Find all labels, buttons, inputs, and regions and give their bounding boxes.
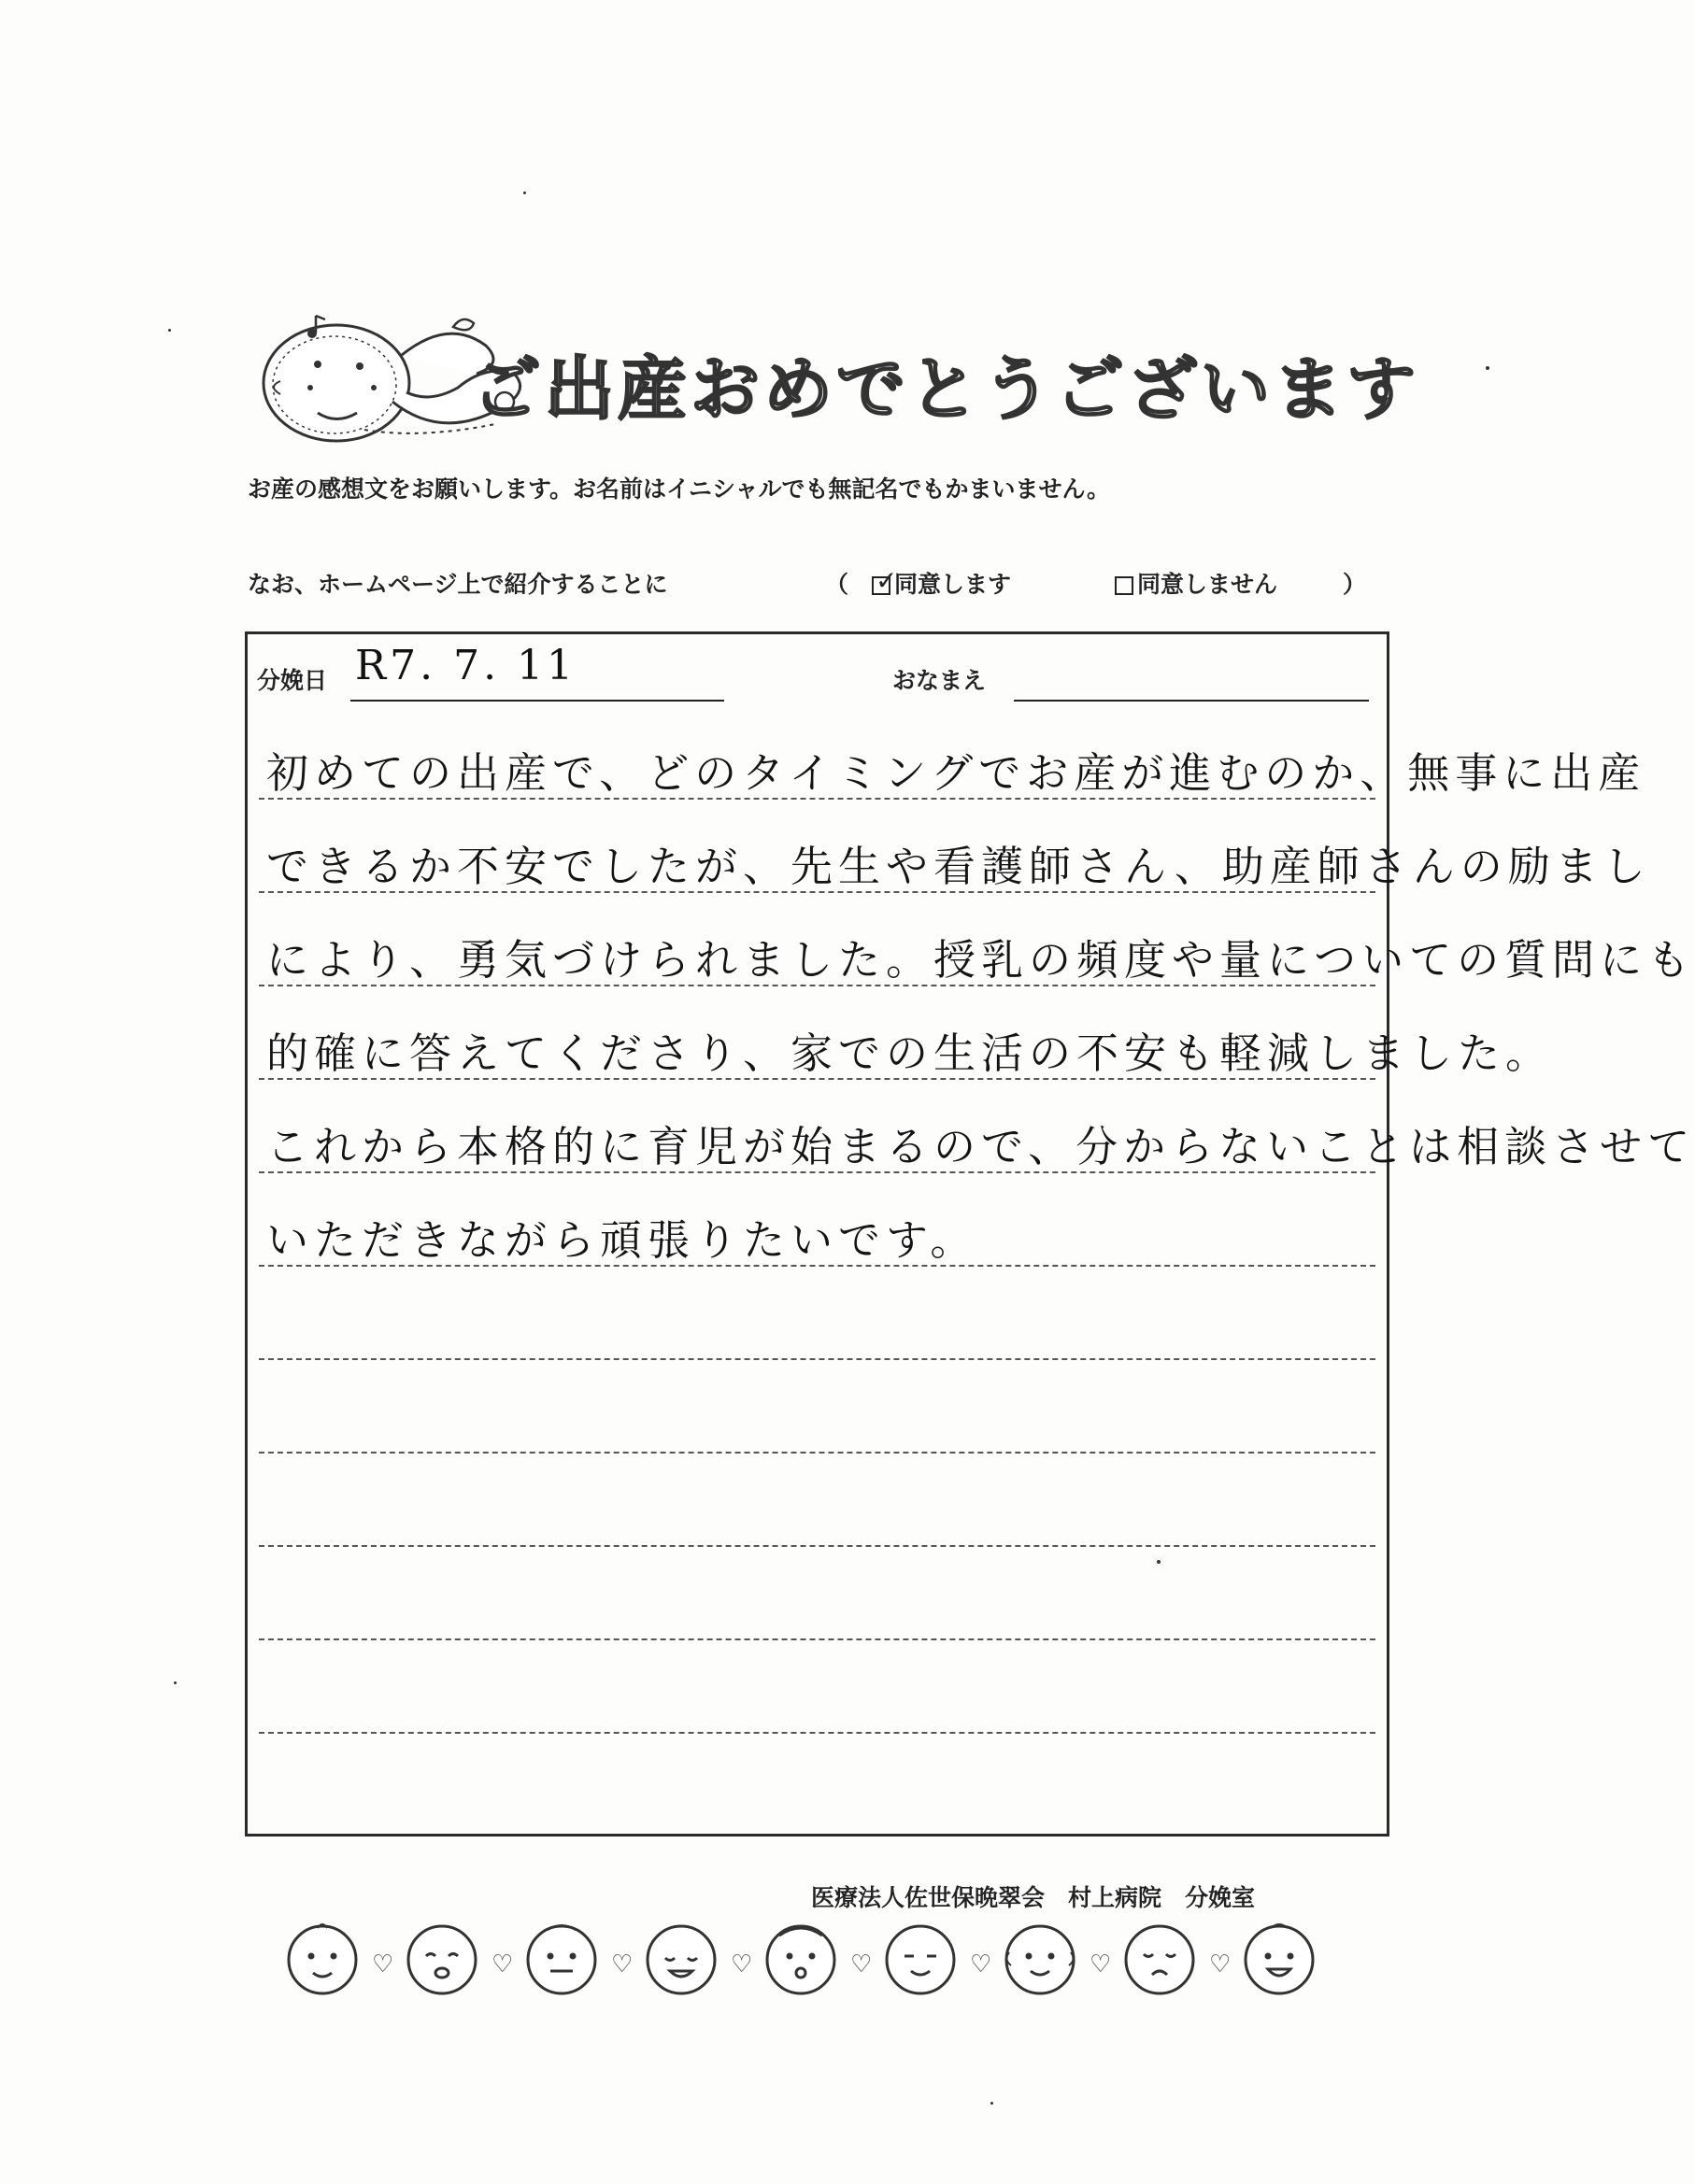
baby-face-icon [1118,1915,1202,1999]
name-underline [1014,700,1369,702]
baby-face-icon [759,1915,843,1999]
delivery-date-value[interactable]: R7. 7. 11 [355,642,577,689]
heart-icon: ♡ [491,1950,514,1978]
comment-line-1: 初めての出産で、どのタイミングでお産が進むのか、無事に出産 [266,748,1646,798]
ruled-line [259,1638,1375,1640]
ruled-line [259,1358,1375,1360]
ruled-line [259,1732,1375,1734]
baby-faces-decoration [280,1915,1355,1999]
comment-form [245,631,1695,1837]
heart-icon: ♡ [850,1950,873,1978]
disagree-option[interactable] [1115,566,1277,600]
heart-icon: ♡ [611,1950,634,1978]
heart-icon: ♡ [372,1950,394,1978]
comment-line-6: いただきながら頑張りたいです。 [266,1215,978,1265]
paren-open: （ [825,571,849,598]
comment-line-3: により、勇気づけられました。授乳の頻度や量についての質問にも [266,935,1695,985]
footer-organization: 医療法人佐世保晩翠会 村上病院 分娩室 [811,1884,1256,1911]
checkmark-icon: ✓ [876,565,898,596]
scan-speck [990,2102,993,2105]
scan-speck [168,329,171,332]
heart-icon: ♡ [1209,1950,1232,1978]
paren-close: ） [1343,571,1367,598]
heart-icon: ♡ [1090,1950,1112,1978]
heart-icon: ♡ [731,1950,753,1978]
name-label: おなまえ [892,667,987,694]
instruction-text: お産の感想文をお願いします。お名前はイニシャルでも無記名でもかまいません。 [248,475,1111,503]
ruled-line [259,1545,1375,1547]
agree-checkbox[interactable] [872,565,898,596]
ruled-line [259,1452,1375,1454]
scan-speck [1486,366,1489,370]
comment-line-2: できるか不安でしたが、先生や看護師さん、助産師さんの励まし [266,842,1651,891]
page-title: ご出産おめでとうございます [472,349,1419,430]
disagree-checkbox[interactable] [1115,576,1133,595]
baby-face-icon [1237,1915,1321,1999]
heart-icon: ♡ [970,1950,992,1978]
agree-option[interactable] [872,566,1011,600]
agree-label: 同意します [894,571,1012,598]
baby-face-icon [878,1915,962,1999]
baby-face-icon [400,1915,484,1999]
scan-speck [174,1681,177,1684]
scan-speck [1157,1560,1161,1564]
baby-face-icon [998,1915,1082,1999]
consent-prompt: なお、ホームページ上で紹介することに [248,571,668,598]
comment-line-5: これから本格的に育児が始まるので、分からないことは相談させて [266,1122,1695,1171]
delivery-date-label: 分娩日 [257,667,328,694]
disagree-label: 同意しません [1137,571,1278,598]
baby-face-icon [280,1915,364,1999]
baby-face-icon [520,1915,604,1999]
delivery-date-underline [350,700,724,702]
comment-line-4: 的確に答えてくださり、家での生活の不安も軽減しました。 [266,1028,1554,1078]
baby-face-icon [639,1915,723,1999]
scan-speck [523,191,526,194]
